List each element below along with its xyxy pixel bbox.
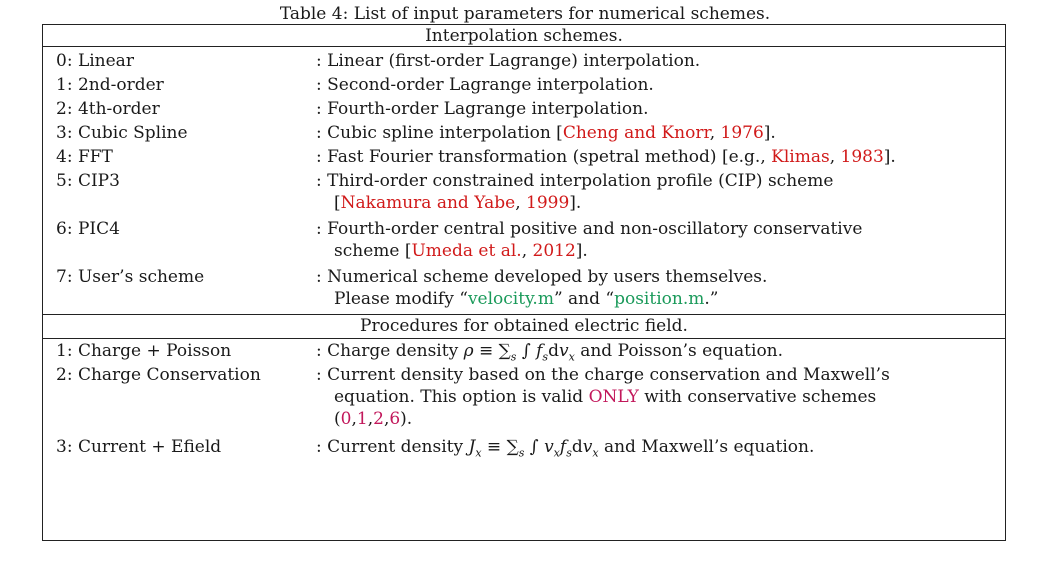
citation-year-link[interactable]: 1999: [526, 193, 570, 213]
charge-density-formula: $\rho \equiv \sum_s$ ∫ $f_sdv_x$: [463, 341, 575, 364]
velocity-file-link[interactable]: velocity.m: [467, 289, 554, 309]
section-rule: [43, 338, 1005, 339]
citation-year-link[interactable]: 1976: [720, 123, 764, 143]
scheme-desc: : Cubic spline interpolation [Cheng and Knorr, 1976].: [316, 123, 776, 143]
scheme-key: 5: CIP3: [56, 171, 120, 191]
scheme-code-link[interactable]: 6: [389, 409, 401, 429]
current-density-formula: $J_x \equiv \sum_s$ ∫ $v_xf_sdv_x$: [468, 437, 599, 460]
scheme-desc: : Third-order constrained interpolation profile (CIP) scheme [Nakamura and Yabe, 1999].: [316, 171, 834, 213]
scheme-key: 0: Linear: [56, 51, 134, 71]
procedure-key: 1: Charge + Poisson: [56, 341, 232, 361]
table-bottom-rule: [43, 540, 1005, 541]
only-emphasis: ONLY: [588, 387, 639, 407]
scheme-key: 6: PIC4: [56, 219, 120, 239]
section-title-interpolation: Interpolation schemes.: [425, 26, 623, 46]
procedure-key: 3: Current + Efield: [56, 437, 222, 457]
scheme-desc: : Second-order Lagrange interpolation.: [316, 75, 654, 95]
scheme-key: 3: Cubic Spline: [56, 123, 188, 143]
scheme-desc: : Linear (first-order Lagrange) interpolation.: [316, 51, 701, 71]
citation-year-link[interactable]: 2012: [532, 241, 576, 261]
scheme-key: 4: FFT: [56, 147, 113, 167]
citation-link[interactable]: Klimas: [771, 147, 830, 167]
scheme-code-link[interactable]: 0: [340, 409, 352, 429]
scheme-desc: : Fourth-order Lagrange interpolation.: [316, 99, 649, 119]
scheme-desc: : Fast Fourier transformation (spetral method) [e.g., Klimas, 1983].: [316, 147, 896, 167]
procedure-desc: : Charge density $\rho \equiv \sum_s$ ∫ $f_sdv_x$ and Poisson’s equation.: [316, 341, 784, 364]
scheme-desc: : Fourth-order central positive and non-oscillatory conservative scheme [Umeda et al., 2012].: [316, 219, 863, 261]
scheme-code-link[interactable]: 2: [373, 409, 384, 429]
citation-link[interactable]: Cheng and Knorr: [562, 123, 710, 143]
scheme-code-link[interactable]: 1: [356, 409, 368, 429]
procedure-key: 2: Charge Conservation: [56, 365, 261, 385]
section-rule: [43, 46, 1005, 47]
scheme-key: 1: 2nd-order: [56, 75, 164, 95]
parameters-table: [42, 24, 1006, 541]
citation-link[interactable]: Umeda et al.: [411, 241, 522, 261]
scheme-key: 7: User’s scheme: [56, 267, 205, 287]
section-title-efield: Procedures for obtained electric field.: [360, 316, 688, 336]
procedure-desc: : Current density $J_x \equiv \sum_s$ ∫ $v_xf_sdv_x$ and Maxwell’s equation.: [316, 437, 815, 460]
position-file-link[interactable]: position.m: [614, 289, 705, 309]
scheme-desc: : Numerical scheme developed by users themselves. Please modify “velocity.m” and “position.m.”: [316, 267, 768, 309]
table-caption: Table 4: List of input parameters for numerical schemes.: [279, 4, 771, 24]
citation-year-link[interactable]: 1983: [840, 147, 884, 167]
citation-link[interactable]: Nakamura and Yabe: [340, 193, 516, 213]
scheme-key: 2: 4th-order: [56, 99, 160, 119]
procedure-desc: : Current density based on the charge conservation and Maxwell’s equation. This option is valid ONLY with conservative schemes (0,1,2,6).: [316, 365, 890, 429]
